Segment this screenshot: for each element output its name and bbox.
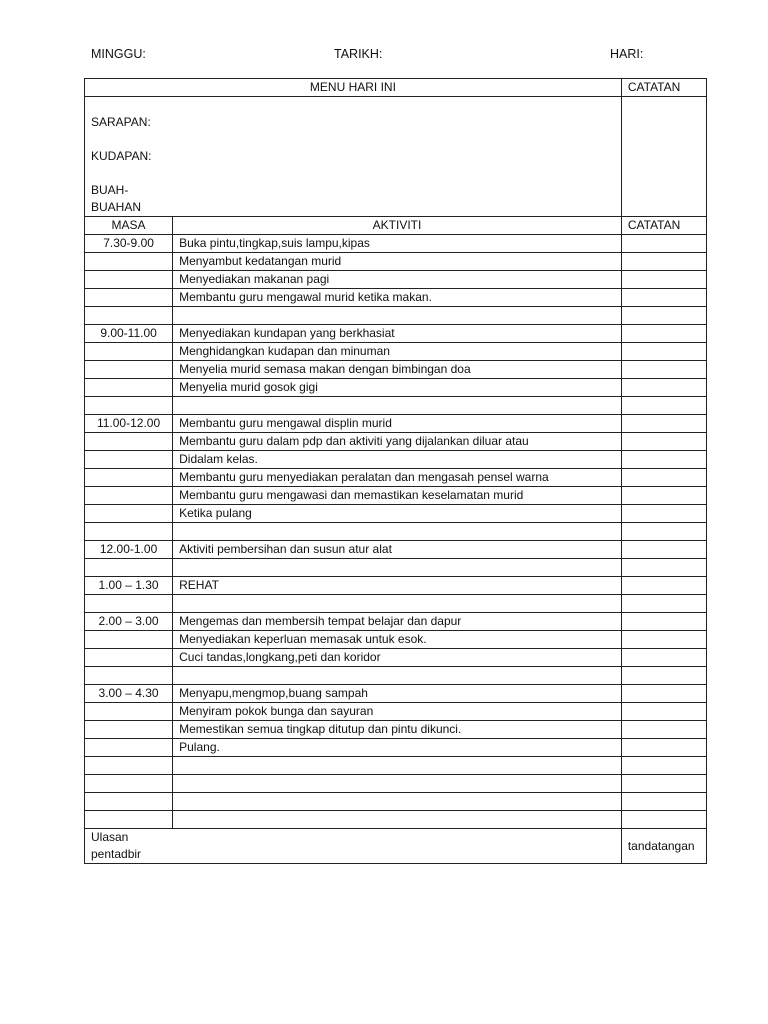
menu-catatan-header: CATATAN (621, 79, 706, 97)
aktiviti-cell (173, 775, 622, 793)
table-row (85, 775, 707, 793)
aktiviti-cell: Menyiram pokok bunga dan sayuran (173, 703, 622, 721)
aktiviti-cell (173, 523, 622, 541)
catatan-cell (621, 469, 706, 487)
catatan-cell (621, 451, 706, 469)
masa-cell: 7.30-9.00 (85, 235, 173, 253)
masa-cell (85, 793, 173, 811)
table-row (85, 343, 707, 361)
table-row (85, 523, 707, 541)
catatan-cell (621, 361, 706, 379)
catatan-cell (621, 325, 706, 343)
aktiviti-cell: Membantu guru mengawal displin murid (173, 415, 622, 433)
masa-cell (85, 703, 173, 721)
minggu-label: MINGGU: (91, 47, 146, 61)
hari-label: HARI: (610, 47, 644, 61)
aktiviti-cell: Membantu guru dalam pdp dan aktiviti yang dijalankan diluar atau (173, 433, 622, 451)
catatan-cell (621, 271, 706, 289)
aktiviti-cell: Cuci tandas,longkang,peti dan koridor (173, 649, 622, 667)
catatan-cell (621, 667, 706, 685)
table-row (85, 271, 707, 289)
aktiviti-cell: Buka pintu,tingkap,suis lampu,kipas (173, 235, 622, 253)
catatan-cell (621, 523, 706, 541)
masa-header: MASA (85, 217, 173, 235)
masa-cell (85, 649, 173, 667)
table-row (85, 685, 707, 703)
aktiviti-cell: Didalam kelas. (173, 451, 622, 469)
catatan-cell (621, 793, 706, 811)
menu-body-row (85, 97, 707, 217)
table-row (85, 379, 707, 397)
table-row (85, 235, 707, 253)
masa-cell (85, 271, 173, 289)
table-row (85, 667, 707, 685)
table-row (85, 793, 707, 811)
masa-cell (85, 397, 173, 415)
aktiviti-cell: Menyelia murid semasa makan dengan bimbingan doa (173, 361, 622, 379)
table-row (85, 307, 707, 325)
menu-catatan-cell (621, 97, 706, 217)
catatan-cell (621, 613, 706, 631)
table-row (85, 577, 707, 595)
masa-cell (85, 379, 173, 397)
table-row (85, 433, 707, 451)
catatan-cell (621, 685, 706, 703)
catatan-cell (621, 433, 706, 451)
tandatangan-cell: tandatangan (621, 829, 706, 864)
catatan-cell (621, 739, 706, 757)
masa-cell (85, 757, 173, 775)
buah-label-line2: BUAHAN (91, 200, 142, 214)
aktiviti-cell: Membantu guru mengawasi dan memastikan keselamatan murid (173, 487, 622, 505)
masa-cell (85, 289, 173, 307)
aktiviti-cell: Menghidangkan kudapan dan minuman (173, 343, 622, 361)
table-row (85, 541, 707, 559)
catatan-cell (621, 541, 706, 559)
aktiviti-cell: Menyediakan kundapan yang berkhasiat (173, 325, 622, 343)
table-row (85, 397, 707, 415)
catatan-header: CATATAN (621, 217, 706, 235)
aktiviti-cell: Memestikan semua tingkap ditutup dan pintu dikunci. (173, 721, 622, 739)
catatan-cell (621, 505, 706, 523)
masa-cell (85, 433, 173, 451)
catatan-cell (621, 307, 706, 325)
aktiviti-cell: Membantu guru menyediakan peralatan dan mengasah pensel warna (173, 469, 622, 487)
footer-row (85, 829, 707, 864)
catatan-cell (621, 415, 706, 433)
aktiviti-cell: Ketika pulang (173, 505, 622, 523)
masa-cell: 12.00-1.00 (85, 541, 173, 559)
catatan-cell (621, 703, 706, 721)
table-row (85, 469, 707, 487)
masa-cell (85, 343, 173, 361)
catatan-cell (621, 649, 706, 667)
masa-cell: 2.00 – 3.00 (85, 613, 173, 631)
masa-cell (85, 631, 173, 649)
menu-header-row (85, 79, 707, 97)
aktiviti-cell: Menyediakan keperluan memasak untuk esok. (173, 631, 622, 649)
catatan-cell (621, 379, 706, 397)
masa-cell: 9.00-11.00 (85, 325, 173, 343)
aktiviti-cell: Aktiviti pembersihan dan susun atur alat (173, 541, 622, 559)
aktiviti-cell (173, 307, 622, 325)
masa-cell (85, 469, 173, 487)
table-row (85, 613, 707, 631)
masa-cell: 1.00 – 1.30 (85, 577, 173, 595)
sarapan-label: SARAPAN: (91, 115, 151, 129)
aktiviti-cell: Menyapu,mengmop,buang sampah (173, 685, 622, 703)
masa-cell (85, 775, 173, 793)
catatan-cell (621, 595, 706, 613)
catatan-cell (621, 253, 706, 271)
catatan-cell (621, 577, 706, 595)
ulasan-label: Ulasan (91, 830, 129, 844)
table-row (85, 559, 707, 577)
aktiviti-cell: Menyelia murid gosok gigi (173, 379, 622, 397)
table-row (85, 649, 707, 667)
table-row (85, 325, 707, 343)
aktiviti-cell (173, 397, 622, 415)
catatan-cell (621, 343, 706, 361)
masa-cell (85, 811, 173, 829)
masa-cell (85, 451, 173, 469)
table-row (85, 757, 707, 775)
table-row (85, 595, 707, 613)
kudapan-label: KUDAPAN: (91, 149, 152, 163)
catatan-cell (621, 721, 706, 739)
table-row (85, 487, 707, 505)
table-row (85, 703, 707, 721)
masa-cell (85, 487, 173, 505)
aktiviti-header: AKTIVITI (173, 217, 622, 235)
aktiviti-cell (173, 595, 622, 613)
aktiviti-cell: Mengemas dan membersih tempat belajar dan dapur (173, 613, 622, 631)
masa-cell: 11.00-12.00 (85, 415, 173, 433)
table-row (85, 451, 707, 469)
aktiviti-cell: REHAT (173, 577, 622, 595)
masa-cell (85, 253, 173, 271)
masa-cell (85, 595, 173, 613)
table-row (85, 289, 707, 307)
table-row (85, 361, 707, 379)
aktiviti-cell (173, 667, 622, 685)
catatan-cell (621, 487, 706, 505)
masa-cell (85, 739, 173, 757)
table-row (85, 739, 707, 757)
ulasan-pentadbir-cell (85, 829, 622, 864)
masa-cell (85, 667, 173, 685)
masa-cell (85, 361, 173, 379)
masa-cell (85, 559, 173, 577)
aktiviti-cell: Pulang. (173, 739, 622, 757)
masa-cell (85, 523, 173, 541)
catatan-cell (621, 559, 706, 577)
catatan-cell (621, 235, 706, 253)
aktiviti-cell (173, 559, 622, 577)
masa-cell (85, 505, 173, 523)
masa-cell (85, 307, 173, 325)
tarikh-label: TARIKH: (334, 47, 383, 61)
catatan-cell (621, 757, 706, 775)
table-row (85, 253, 707, 271)
table-row (85, 505, 707, 523)
table-row (85, 415, 707, 433)
schedule-header-row (85, 217, 707, 235)
aktiviti-cell (173, 793, 622, 811)
buah-label-line1: BUAH- (91, 183, 129, 197)
catatan-cell (621, 811, 706, 829)
masa-cell: 3.00 – 4.30 (85, 685, 173, 703)
catatan-cell (621, 397, 706, 415)
menu-cell (85, 97, 622, 217)
table-row (85, 631, 707, 649)
aktiviti-cell (173, 757, 622, 775)
masa-cell (85, 721, 173, 739)
pentadbir-label: pentadbir (91, 847, 142, 861)
table-row (85, 811, 707, 829)
daily-schedule-table (84, 78, 707, 864)
catatan-cell (621, 289, 706, 307)
table-row (85, 721, 707, 739)
aktiviti-cell: Menyambut kedatangan murid (173, 253, 622, 271)
menu-title: MENU HARI INI (85, 79, 622, 97)
aktiviti-cell: Membantu guru mengawal murid ketika makan. (173, 289, 622, 307)
aktiviti-cell: Menyediakan makanan pagi (173, 271, 622, 289)
catatan-cell (621, 775, 706, 793)
aktiviti-cell (173, 811, 622, 829)
catatan-cell (621, 631, 706, 649)
